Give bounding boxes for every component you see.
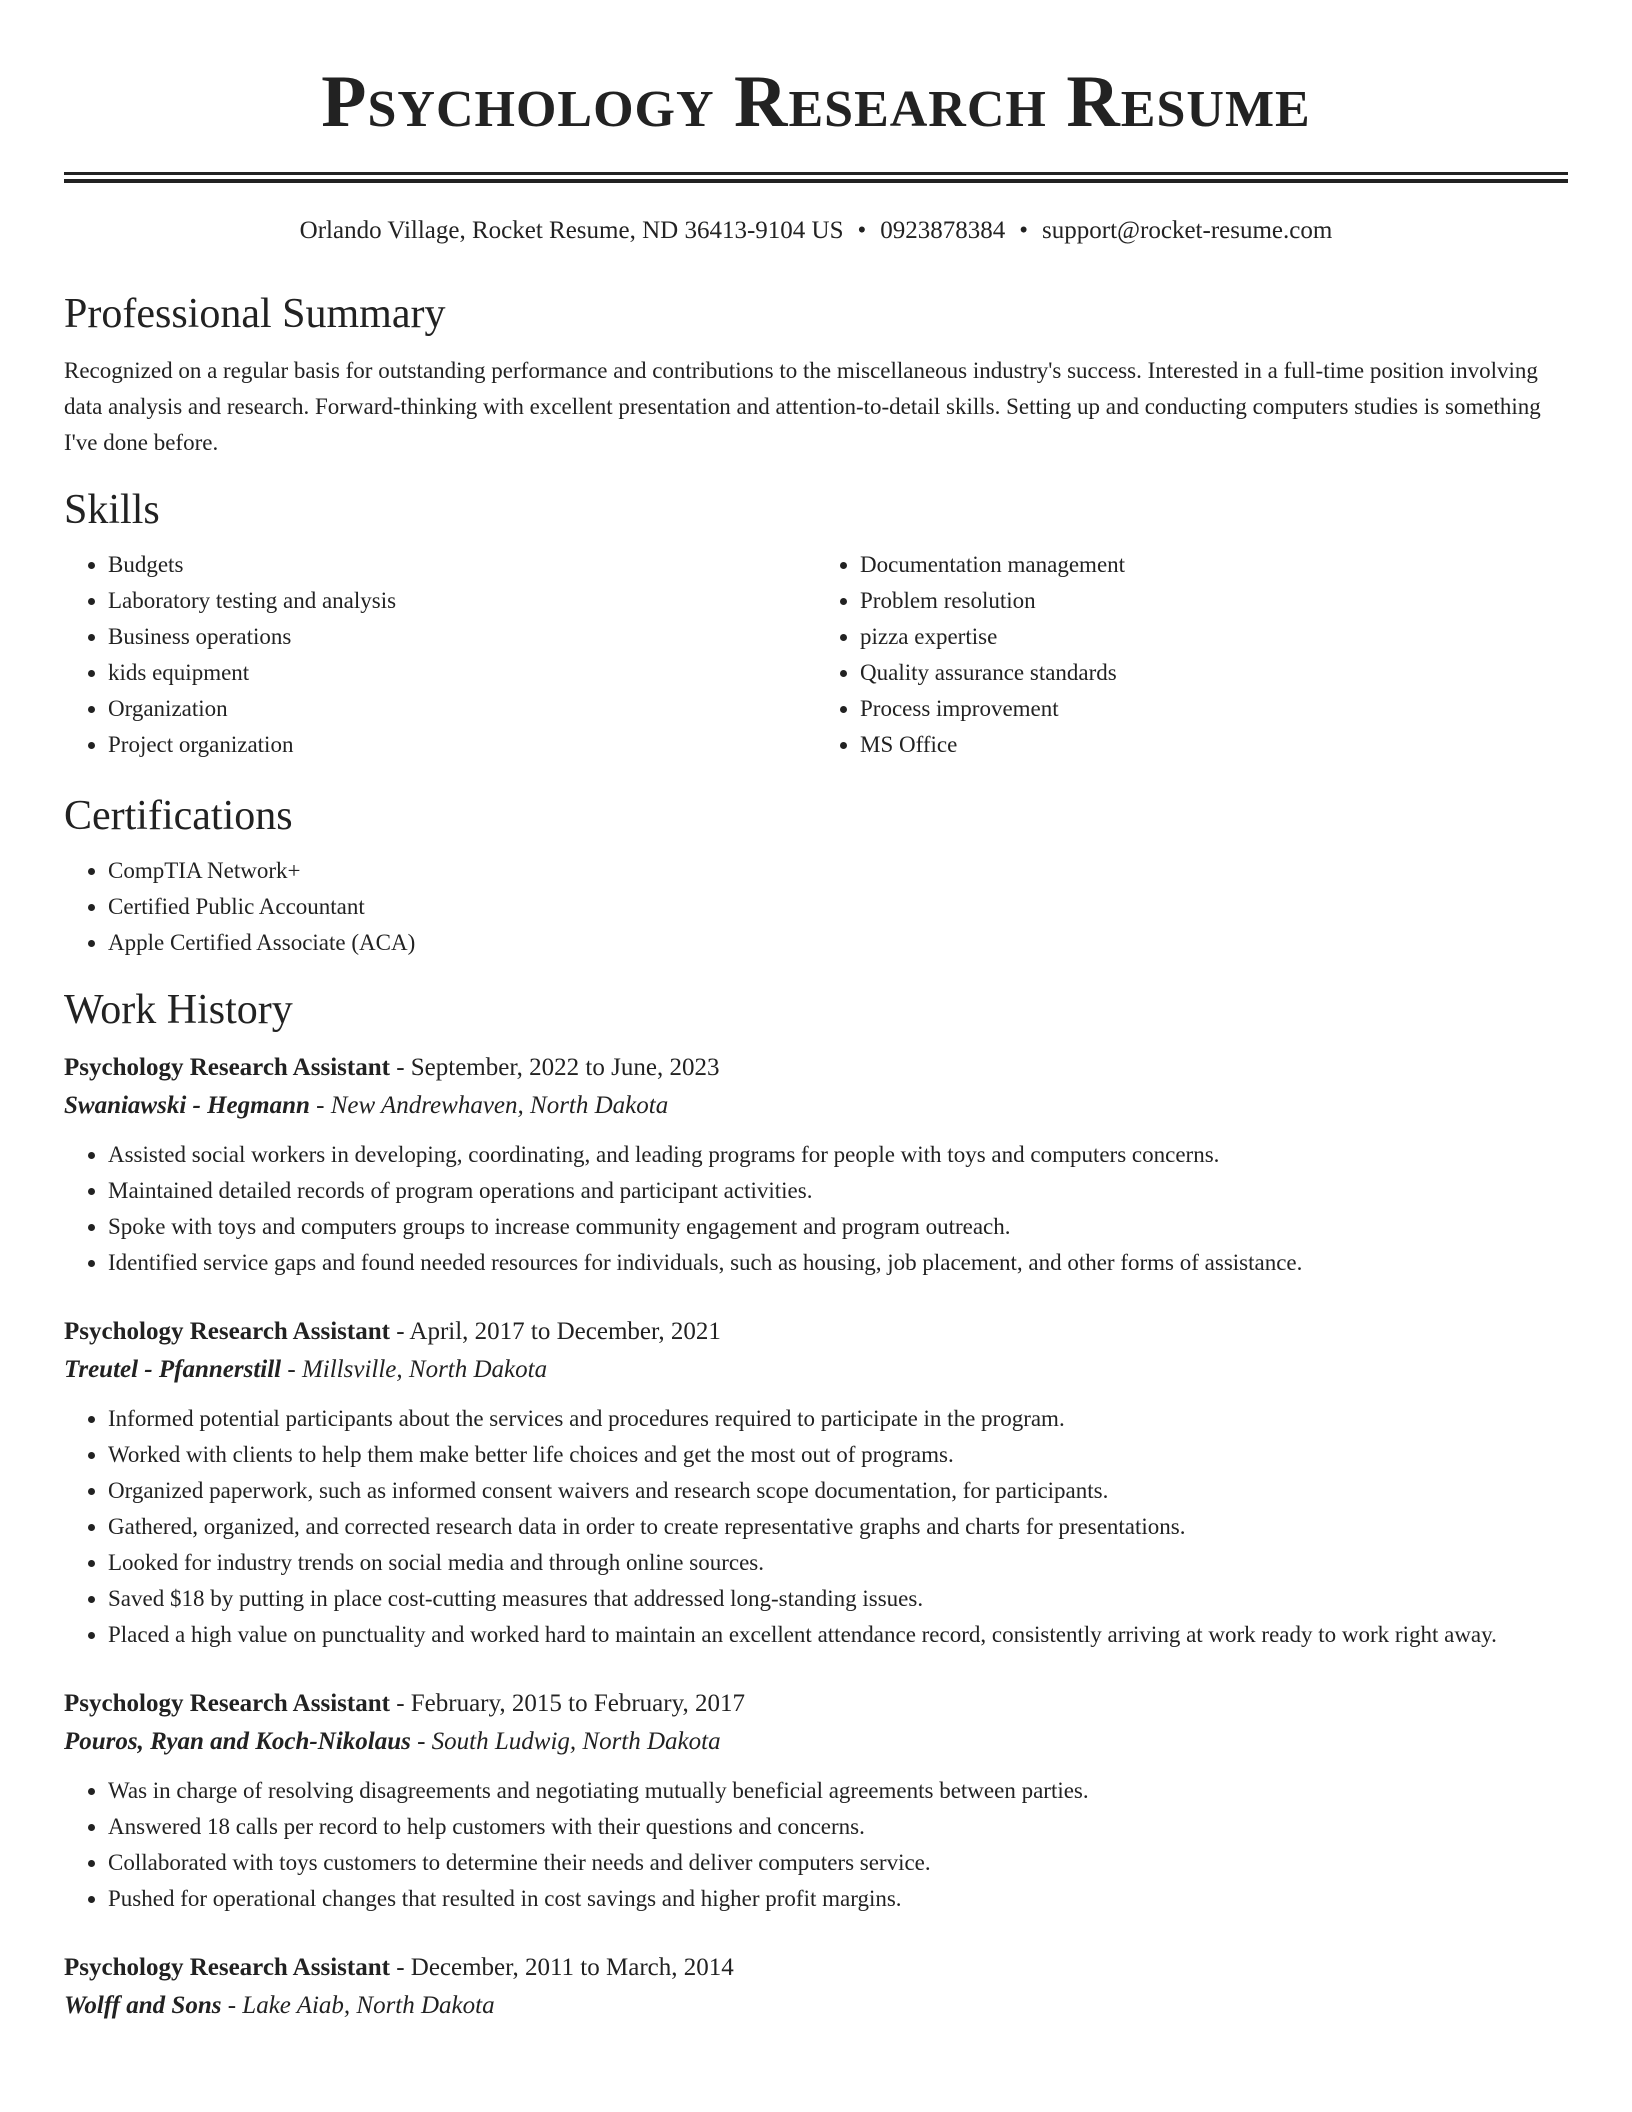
job-dates: February, 2015 to February, 2017 <box>410 1690 745 1717</box>
job-bullet: • Placed a high value on punctuality and worked hard to maintain an excellent attendance record, consistently arriving at work ready to work right away. <box>108 1617 1568 1653</box>
contact-phone: 0923878384 <box>880 217 1006 244</box>
skill-item: • Documentation management <box>860 547 1568 583</box>
job-title: Psychology Research Assistant <box>64 1318 390 1345</box>
certification-item: • CompTIA Network+ <box>108 853 1568 889</box>
job-bullets <box>64 1401 1568 1653</box>
certification-item: • Certified Public Accountant <box>108 889 1568 925</box>
job-bullet: • Identified service gaps and found needed resources for individuals, such as housing, job placement, and other forms of assistance. <box>108 1245 1568 1281</box>
skill-item: • Business operations <box>108 619 816 655</box>
job-bullet: • Worked with clients to help them make better life choices and get the most out of programs. <box>108 1437 1568 1473</box>
job-location: South Ludwig, North Dakota <box>431 1728 721 1755</box>
skills-heading: Skills <box>64 487 160 533</box>
resume-title: Psychology Research Resume <box>321 61 1311 143</box>
contact-address: Orlando Village, Rocket Resume, ND 36413-9104 US <box>299 217 844 244</box>
skills-left-column <box>64 547 816 763</box>
job-company: Swaniawski - Hegmann <box>64 1092 310 1119</box>
job-entry <box>64 1049 1568 1281</box>
job-bullets <box>64 1137 1568 1281</box>
skill-item: • Organization <box>108 691 816 727</box>
job-company: Treutel - Pfannerstill <box>64 1356 282 1383</box>
job-location: New Andrewhaven, North Dakota <box>330 1092 669 1119</box>
contact-line <box>64 215 1568 247</box>
job-title: Psychology Research Assistant <box>64 1954 390 1981</box>
job-bullet: • Organized paperwork, such as informed consent waivers and research scope documentation, for participants. <box>108 1473 1568 1509</box>
skills-right-column <box>816 547 1568 763</box>
job-company-line: Swaniawski - Hegmann - New Andrewhaven, North Dakota <box>64 1092 669 1119</box>
job-bullet: • Maintained detailed records of program operations and participant activities. <box>108 1173 1568 1209</box>
skill-item: • Laboratory testing and analysis <box>108 583 816 619</box>
job-bullet: • Was in charge of resolving disagreements and negotiating mutually beneficial agreements between parties. <box>108 1773 1568 1809</box>
job-company-line: Treutel - Pfannerstill - Millsville, North Dakota <box>64 1356 548 1383</box>
skills-list <box>64 547 1568 763</box>
job-entry <box>64 1949 1568 2025</box>
title-divider <box>64 172 1568 183</box>
skill-item: • pizza expertise <box>860 619 1568 655</box>
job-dates: September, 2022 to June, 2023 <box>410 1054 720 1081</box>
job-bullet: • Answered 18 calls per record to help customers with their questions and concerns. <box>108 1809 1568 1845</box>
summary-heading: Professional Summary <box>64 291 446 337</box>
job-bullets <box>64 1773 1568 1917</box>
job-bullet: • Assisted social workers in developing, coordinating, and leading programs for people with toys and computers concerns. <box>108 1137 1568 1173</box>
summary-text: Recognized on a regular basis for outstanding performance and contributions to the miscellaneous industry's success. Interested in a full-time position involving data analysis and research. Forward-thinking with excellent presentation and attention-to-detail skills. Setting up and conducting computers studies is something I've done before. <box>64 358 1541 455</box>
job-header: Psychology Research Assistant - September, 2022 to June, 2023 <box>64 1054 720 1081</box>
skill-item: • Budgets <box>108 547 816 583</box>
job-company-line: Wolff and Sons - Lake Aiab, North Dakota <box>64 1992 495 2019</box>
job-bullet: • Pushed for operational changes that resulted in cost savings and higher profit margins. <box>108 1881 1568 1917</box>
job-company: Wolff and Sons <box>64 1992 222 2019</box>
skill-item: • MS Office <box>860 727 1568 763</box>
job-dates: December, 2011 to March, 2014 <box>410 1954 734 1981</box>
job-location: Lake Aiab, North Dakota <box>242 1992 495 2019</box>
job-bullet: • Spoke with toys and computers groups to increase community engagement and program outreach. <box>108 1209 1568 1245</box>
skill-item: • Process improvement <box>860 691 1568 727</box>
job-title: Psychology Research Assistant <box>64 1054 390 1081</box>
job-bullet: • Informed potential participants about the services and procedures required to participate in the program. <box>108 1401 1568 1437</box>
certifications-heading: Certifications <box>64 793 293 839</box>
job-header: Psychology Research Assistant - April, 2017 to December, 2021 <box>64 1318 721 1345</box>
job-header: Psychology Research Assistant - February, 2015 to February, 2017 <box>64 1690 745 1717</box>
job-bullet: • Gathered, organized, and corrected research data in order to create representative graphs and charts for presentations. <box>108 1509 1568 1545</box>
skill-item: • kids equipment <box>108 655 816 691</box>
work-history-heading: Work History <box>64 987 293 1033</box>
job-entry <box>64 1313 1568 1653</box>
contact-separator: • <box>857 217 867 244</box>
job-dates: April, 2017 to December, 2021 <box>409 1318 721 1345</box>
skill-item: • Project organization <box>108 727 816 763</box>
skill-item: • Quality assurance standards <box>860 655 1568 691</box>
job-title: Psychology Research Assistant <box>64 1690 390 1717</box>
job-location: Millsville, North Dakota <box>301 1356 548 1383</box>
skill-item: • Problem resolution <box>860 583 1568 619</box>
certification-item: • Apple Certified Associate (ACA) <box>108 925 1568 961</box>
job-header: Psychology Research Assistant - December, 2011 to March, 2014 <box>64 1954 734 1981</box>
job-entry <box>64 1685 1568 1917</box>
certifications-list <box>64 853 1568 961</box>
job-bullet: • Looked for industry trends on social media and through online sources. <box>108 1545 1568 1581</box>
contact-email[interactable]: support@rocket-resume.com <box>1042 217 1333 244</box>
job-bullet: • Saved $18 by putting in place cost-cutting measures that addressed long-standing issues. <box>108 1581 1568 1617</box>
job-company: Pouros, Ryan and Koch-Nikolaus <box>64 1728 411 1755</box>
contact-separator: • <box>1019 217 1029 244</box>
job-company-line: Pouros, Ryan and Koch-Nikolaus - South Ludwig, North Dakota <box>64 1728 721 1755</box>
job-bullet: • Collaborated with toys customers to determine their needs and deliver computers service. <box>108 1845 1568 1881</box>
